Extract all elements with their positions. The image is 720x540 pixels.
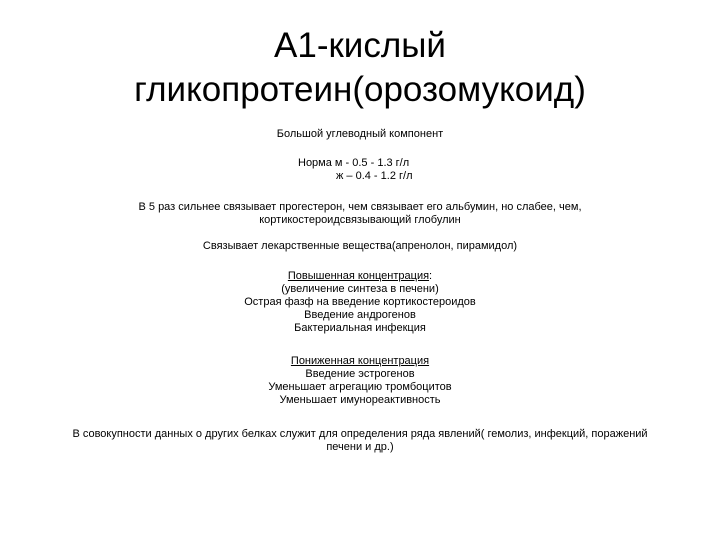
increased-item: Введение андрогенов (304, 309, 416, 321)
conclusion-text (20, 428, 700, 454)
decreased-item: Уменьшает имунореактивность (279, 394, 441, 406)
decreased-section (20, 355, 700, 407)
binding-line-1: В 5 раз сильнее связывает прогестерон, чем связывает его альбумин, но слабее, чем, (138, 201, 582, 213)
slide-title (60, 24, 660, 112)
norm-block (298, 157, 413, 183)
carbohydrate-text (20, 128, 700, 141)
drugs-line: Связывает лекарственные вещества(апренолон, пирамидол) (202, 240, 518, 252)
increased-heading: Повышенная концентрация (287, 270, 430, 282)
increased-item: (увеличение синтеза в печени) (281, 283, 439, 295)
drugs-text (20, 240, 700, 253)
conclusion-line-2: печени и др.) (326, 441, 394, 453)
norm-female: ж – 0.4 - 1.2 г/л (336, 170, 413, 182)
carbohydrate-line: Большой углеводный компонент (276, 128, 444, 140)
increased-item: Бактериальная инфекция (294, 322, 426, 334)
increased-heading-line (20, 270, 700, 283)
conclusion-line-1: В совокупности данных о других белках служит для определения ряда явлений( гемолиз, инфекций, поражений (72, 428, 648, 440)
title-line-2: гликопротеин(орозомукоид) (134, 70, 586, 109)
increased-heading-suffix: : (429, 270, 433, 282)
decreased-heading: Пониженная концентрация (290, 355, 430, 367)
binding-line-2: кортикостероидсвязывающий глобулин (259, 214, 461, 226)
binding-text (20, 201, 700, 227)
norm-male: Норма м - 0.5 - 1.3 г/л (298, 157, 410, 169)
increased-section (20, 270, 700, 335)
increased-item: Острая фазф на введение кортикостероидов (244, 296, 476, 308)
title-line-1: А1-кислый (274, 26, 446, 65)
decreased-item: Уменьшает агрегацию тромбоцитов (268, 381, 452, 393)
decreased-item: Введение эстрогенов (305, 368, 415, 380)
